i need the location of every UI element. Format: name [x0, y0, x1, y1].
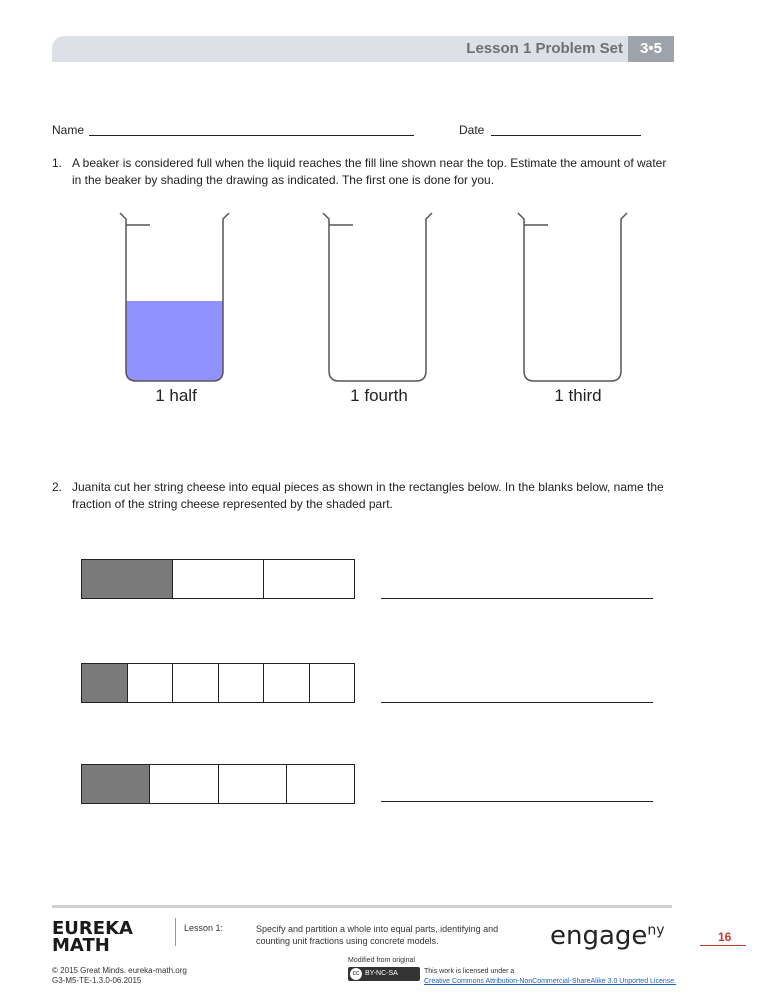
shaded-part: [82, 765, 150, 803]
beaker-1-liquid: [126, 301, 223, 381]
modified-note: Modified from original: [348, 957, 415, 964]
cc-icon: cc: [350, 968, 362, 980]
beaker-3-outline: [518, 213, 627, 381]
footer-rule: [52, 905, 672, 908]
engageny-logo: engage$^{ny}$: [550, 921, 665, 951]
beaker-3-label: 1 third: [554, 386, 602, 405]
page-title: Lesson 1 Problem Set: [466, 40, 623, 57]
fraction-bar-3: [81, 764, 355, 804]
license-link[interactable]: Creative Commons Attribution-NonCommercial-ShareAlike 3.0 Unported License.: [424, 978, 677, 985]
answer-line-2[interactable]: [381, 702, 653, 703]
footer-lesson-desc: Specify and partition a whole into equal parts, identifying and counting unit fractions using concrete models.: [256, 924, 499, 946]
beaker-2: [323, 213, 432, 381]
unshaded-part: [219, 765, 287, 803]
name-label: Name: [52, 123, 85, 137]
shaded-part: [82, 560, 173, 598]
name-field[interactable]: [89, 135, 414, 136]
fraction-bar-1: [81, 559, 355, 599]
footer-lesson-label: Lesson 1:: [184, 923, 224, 933]
problem-1-text: A beaker is considered full when the liquid reaches the fill line shown near the top. Estimate the amount of water in the beaker by shading the drawing as indicated. The first one is done for you.: [72, 156, 667, 187]
copyright: © 2015 Great Minds. eureka-math.org G3-M5-TE-1.3.0-06.2015: [52, 966, 187, 985]
license-text: This work is licensed under a Creative Commons Attribution-NonCommercial-ShareAlike 3.0 Unported License.: [424, 968, 677, 985]
unshaded-part: [310, 664, 355, 702]
unshaded-part: [287, 765, 354, 803]
beaker-3: [518, 213, 627, 381]
beaker-1-label: 1 half: [155, 386, 197, 405]
beaker-1: [120, 213, 229, 381]
fraction-bar-2: [81, 663, 355, 703]
answer-line-3[interactable]: [381, 801, 653, 802]
problem-2-text: Juanita cut her string cheese into equal pieces as shown in the rectangles below. In the blanks below, name the fraction of the string cheese represented by the shaded part.: [72, 480, 664, 511]
date-label: Date: [459, 123, 485, 137]
unshaded-part: [219, 664, 265, 702]
beaker-2-outline: [323, 213, 432, 381]
page-number: 16: [718, 930, 732, 944]
date-field[interactable]: [491, 135, 641, 136]
shaded-part: [82, 664, 128, 702]
unshaded-part: [128, 664, 174, 702]
eureka-math-logo: EUREKA MATH: [52, 918, 133, 956]
answer-line-1[interactable]: [381, 598, 653, 599]
beakers-figure: [110, 205, 650, 390]
unshaded-part: [150, 765, 218, 803]
problem-1-number: 1.: [52, 156, 63, 170]
unshaded-part: [264, 664, 310, 702]
cc-license-badge: cc BY-NC-SA: [348, 967, 420, 981]
page-number-underline: [700, 945, 746, 946]
unshaded-part: [173, 664, 219, 702]
footer-divider: [175, 918, 176, 946]
beaker-2-label: 1 fourth: [350, 386, 408, 405]
problem-2-number: 2.: [52, 480, 63, 494]
module-badge: 3•5: [628, 36, 674, 62]
unshaded-part: [173, 560, 264, 598]
unshaded-part: [264, 560, 354, 598]
